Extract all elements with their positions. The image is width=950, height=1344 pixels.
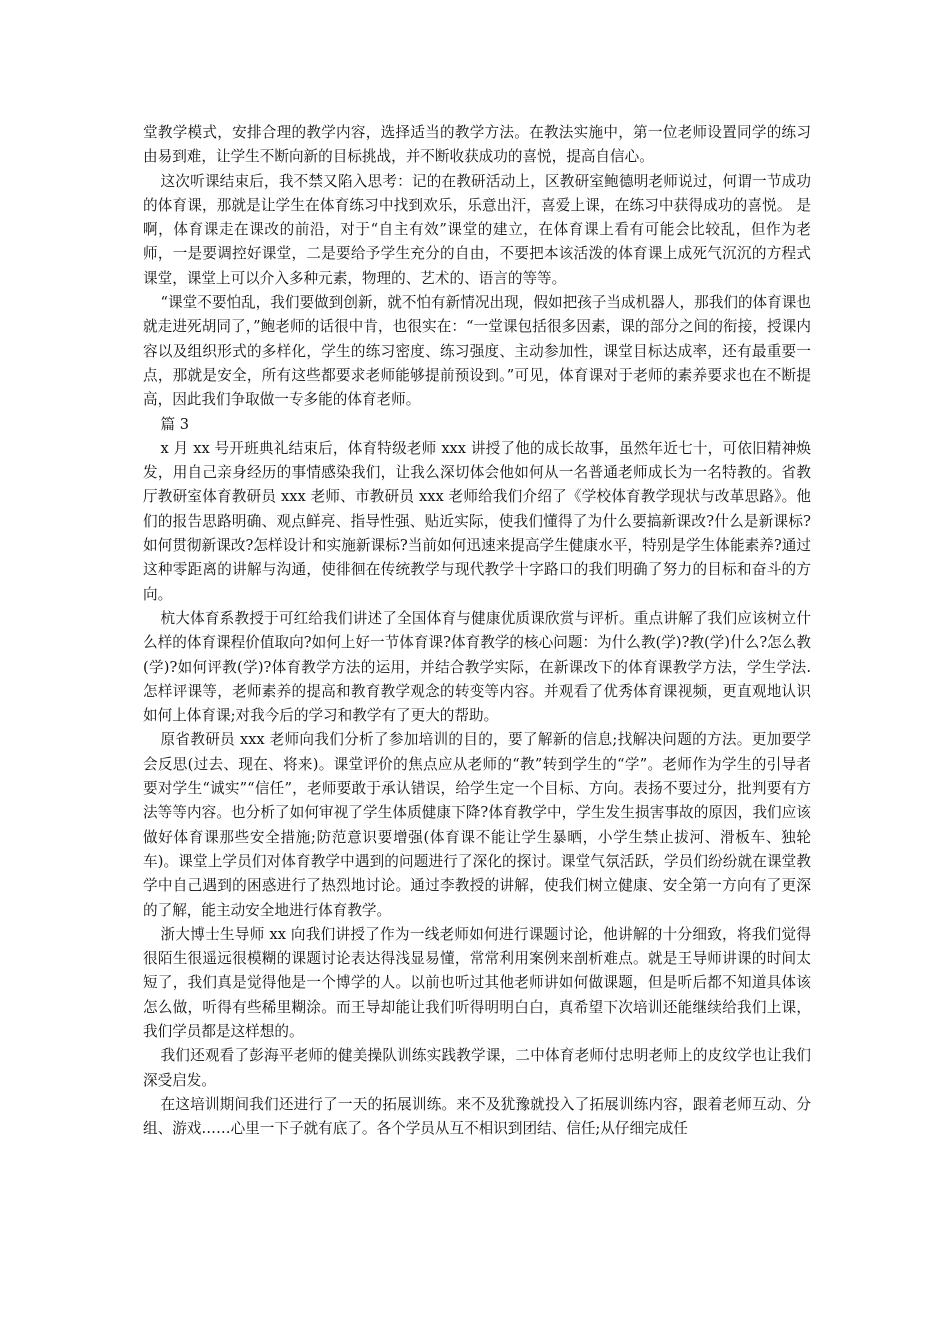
paragraph-training-purpose: 原省教研员 xxx 老师向我们分析了参加培训的目的，要了解新的信息;找解决问题的方法。更加要学会反思(过去、现在、将来)。课堂评价的焦点应从老师的“教”转到学生的“学”。老师作为学生的引导者要对学生“诚实”“信任”，老师要敢于承认错误，给学生定一个目标、方向。表扬不要过分，批判要有方法等等内容。也分析了如何审视了学生体质健康下降?体育教学中，学生发生损害事故的原因，我们应该做好体育课那些安全措施;防范意识要增强(体育课不能让学生暴晒，小学生禁止拔河、滑板车、独轮车)。课堂上学员们对体育教学中遇到的问题进行了深化的探讨。课堂气氛活跃，学员们纷纷就在课堂教学中自己遇到的困惑进行了热烈地讨论。通过李教授的讲解，使我们树立健康、安全第一方向有了更深的了解，能主动安全地进行体育教学。: [143, 731, 811, 919]
paragraph-research-topic: 浙大博士生导师 xx 向我们讲授了作为一线老师如何进行课题讨论，他讲解的十分细致，将我们觉得很陌生很遥远很模糊的课题讨论表达得浅显易懂，常常利用案例来剖析难点。就是王导师讲课的时间太短了，我们真是觉得他是一个博学的人。以前也听过其他老师讲如何做课题，但是听后都不知道具体该怎么做，听得有些稀里糊涂。而王导却能让我们听得明明白白，真希望下次培训还能继续给我们上课，我们学员都是这样想的。: [143, 925, 811, 1040]
paragraph-continuation: 堂教学模式，安排合理的教学内容，选择适当的教学方法。在教法实施中，第一位老师设置同学的练习由易到难，让学生不断向新的目标挑战，并不断收获成功的喜悦，提高自信心。: [143, 124, 811, 166]
paragraph-expansion-training: 在这培训期间我们还进行了一天的拓展训练。来不及犹豫就投入了拓展训练内容，跟着老师互动、分组、游戏……心里一下子就有底了。各个学员从互不相识到团结、信任;从仔细完成任: [143, 1095, 811, 1138]
paragraph-observation: 我们还观看了彭海平老师的健美操队训练实践教学课，二中体育老师付忠明老师上的皮纹学也让我们深受启发。: [143, 1047, 811, 1089]
paragraph-professor-lecture: 杭大体育系教授于可红给我们讲述了全国体育与健康优质课欣赏与评析。重点讲解了我们应该树立什么样的体育课程价值取向?如何上好一节体育课?体育教学的核心问题：为什么教(学)?教(学)什么?怎么教(学)?如何评教(学)?体育教学方法的运用，并结合教学实际，在新课改下的体育课教学方法，学生学法.怎样评课等，老师素养的提高和教育教学观念的转变等内容。并观看了优秀体育课视频，更直观地认识如何上体育课;对我今后的学习和教学有了更大的帮助。: [143, 609, 811, 725]
paragraph-opening-ceremony: x 月 xx 号开班典礼结束后，体育特级老师 xxx 讲授了他的成长故事，虽然年近七十，可依旧精神焕发，用自己亲身经历的事情感染我们，让我么深切体会他如何从一名普通老师成长为一名特教的。省教厅教研室体育教研员 xxx 老师、市教研员 xxx 老师给我们介绍了《学校体育教学现状与改革思路》。他们的报告思路明确、观点鲜亮、指导性强、贴近实际，使我们懂得了为什么要搞新课改?什么是新课标?如何贯彻新课改?怎样设计和实施新课标?当前如何迅速来提高学生健康水平，特别是学生体能素养?通过这种零距离的讲解与沟通，使徘徊在传统教学与现代教学十字路口的我们明确了努力的目标和奋斗的方向。: [143, 439, 811, 603]
section-heading: 篇 3: [160, 415, 190, 433]
paragraph-reflection: 这次听课结束后，我不禁又陷入思考：记的在教研活动上，区教研室鲍德明老师说过，何谓一节成功的体育课，那就是让学生在体育练习中找到欢乐，乐意出汗，喜爱上课，在练习中获得成功的喜悦。 是啊，体育课走在课改的前沿，对于“自主有效”课堂的建立，在体育课上看有可能会比较乱，但作为老师，一是要调控好课堂，二是要给予学生充分的自由，不要把本该活泼的体育课上成死气沉沉的方程式课堂，课堂上可以介入多种元素，物理的、艺术的、语言的等等。: [143, 172, 811, 287]
paragraph-quote: “课堂不要怕乱，我们要做到创新，就不怕有新情况出现，假如把孩子当成机器人，那我们的体育课也就走进死胡同了，”鲍老师的话很中肯，也很实在：“一堂课包括很多因素，课的部分之间的衔接，授课内容以及组织形式的多样化，学生的练习密度、练习强度、主动参加性，课堂目标达成率，还有最重要一点，那就是安全，所有这些都要求老师能够提前预设到。”可见，体育课对于老师的素养要求也在不断提高，因此我们争取做一专多能的体育老师。: [143, 294, 811, 409]
document-page: [143, 121, 811, 1141]
